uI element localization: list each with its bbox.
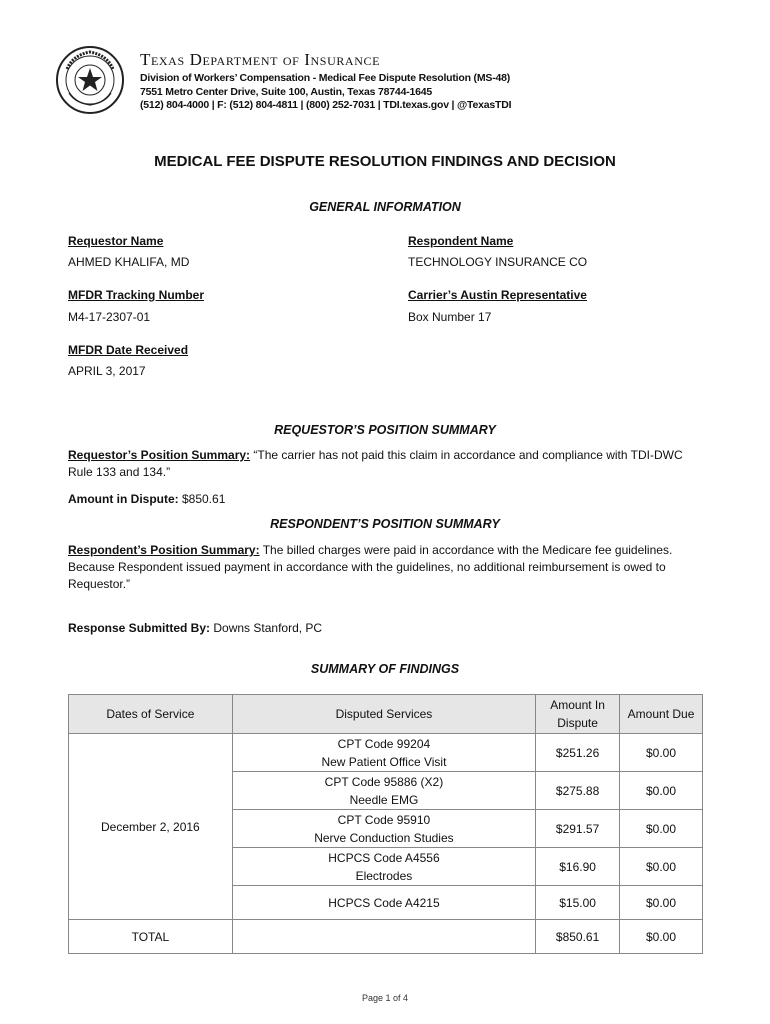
respondent-name-label: Respondent Name: [408, 234, 514, 248]
total-row: [69, 920, 703, 954]
column-header: Disputed Services: [232, 695, 535, 734]
response-submitted-label: Response Submitted By:: [68, 621, 211, 635]
total-amount-cell: $850.61: [536, 920, 620, 954]
due-cell: $0.00: [620, 886, 703, 920]
due-cell: $0.00: [620, 734, 703, 772]
total-due-cell: $0.00: [620, 920, 703, 954]
requestor-position-heading: REQUESTOR’S POSITION SUMMARY: [274, 423, 496, 437]
respondent-summary-label: Respondent’s Position Summary:: [68, 543, 260, 557]
respondent-position-paragraph: [68, 542, 708, 593]
total-label-cell: TOTAL: [69, 920, 233, 954]
division-line: Division of Workers’ Compensation - Medical Fee Dispute Resolution (MS-48): [140, 72, 511, 84]
amount-in-dispute-label: Amount in Dispute:: [68, 492, 179, 506]
due-cell: $0.00: [620, 772, 703, 810]
amount-cell: $291.57: [536, 810, 620, 848]
due-cell: $0.00: [620, 848, 703, 886]
requestor-summary-label: Requestor’s Position Summary:: [68, 448, 251, 462]
requestor-summary-text: “The carrier has not paid this claim in accordance and compliance with TDI-DWC Rule 133 and 134.”: [68, 448, 683, 479]
service-cell: [232, 810, 535, 848]
amount-cell: $15.00: [536, 886, 620, 920]
tracking-number-value: M4-17-2307-01: [68, 310, 151, 324]
page-title: MEDICAL FEE DISPUTE RESOLUTION FINDINGS AND DECISION: [154, 153, 616, 170]
address-line: 7551 Metro Center Drive, Suite 100, Austin, Texas 78744-1645: [140, 86, 433, 98]
service-description: Needle EMG: [349, 792, 419, 807]
service-code: HCPCS Code A4556: [328, 850, 440, 865]
representative-label: Carrier’s Austin Representative: [408, 288, 587, 302]
due-cell: $0.00: [620, 810, 703, 848]
requestor-name-label: Requestor Name: [68, 234, 164, 248]
service-code: CPT Code 95886 (X2): [324, 774, 444, 789]
service-cell: [232, 734, 535, 772]
service-cell: [232, 886, 535, 920]
page-number: Page 1 of 4: [361, 993, 409, 1003]
service-description: Nerve Conduction Studies: [314, 830, 454, 845]
respondent-name-value: TECHNOLOGY INSURANCE CO: [408, 255, 588, 269]
service-cell: [232, 772, 535, 810]
contact-line: (512) 804-4000 | F: (512) 804-4811 | (800) 252-7031 | TDI.texas.gov | @TexasTDI: [140, 99, 512, 111]
general-information-heading: GENERAL INFORMATION: [309, 200, 461, 214]
tdi-seal-logo: [55, 45, 125, 115]
amount-in-dispute-line: [68, 491, 708, 508]
representative-value: Box Number 17: [408, 310, 492, 324]
total-empty-cell: [232, 920, 535, 954]
amount-cell: $16.90: [536, 848, 620, 886]
requestor-name-value: AHMED KHALIFA, MD: [68, 255, 190, 269]
service-code: CPT Code 95910: [337, 812, 431, 827]
service-code: HCPCS Code A4215: [328, 895, 440, 910]
service-description: New Patient Office Visit: [321, 754, 447, 769]
column-header: Dates of Service: [69, 695, 233, 734]
service-description: Electrodes: [355, 868, 413, 883]
table-row: [69, 734, 703, 772]
date-of-service-cell: December 2, 2016: [69, 734, 233, 920]
date-received-value: APRIL 3, 2017: [68, 364, 146, 378]
requestor-position-paragraph: [68, 447, 708, 481]
findings-table: [68, 694, 703, 954]
column-header: Amount Due: [620, 695, 703, 734]
agency-name: Texas Department of Insurance: [140, 50, 381, 69]
summary-of-findings-heading: SUMMARY OF FINDINGS: [310, 662, 460, 676]
response-submitted-value: Downs Stanford, PC: [210, 621, 323, 635]
service-code: CPT Code 99204: [337, 736, 431, 751]
table-header-row: [69, 695, 703, 734]
date-received-label: MFDR Date Received: [68, 343, 189, 357]
tracking-number-label: MFDR Tracking Number: [68, 288, 205, 302]
amount-cell: $275.88: [536, 772, 620, 810]
respondent-summary-text: The billed charges were paid in accordance with the Medicare fee guidelines. Because Respondent issued payment in accordance with the guidelines, no additional reimbursement is owed to Requestor.”: [68, 543, 673, 591]
response-submitted-line: [68, 620, 708, 637]
service-cell: [232, 848, 535, 886]
amount-cell: $251.26: [536, 734, 620, 772]
respondent-position-heading: RESPONDENT’S POSITION SUMMARY: [270, 517, 500, 531]
column-header: Amount In Dispute: [536, 695, 620, 734]
amount-in-dispute-value: $850.61: [178, 492, 226, 506]
